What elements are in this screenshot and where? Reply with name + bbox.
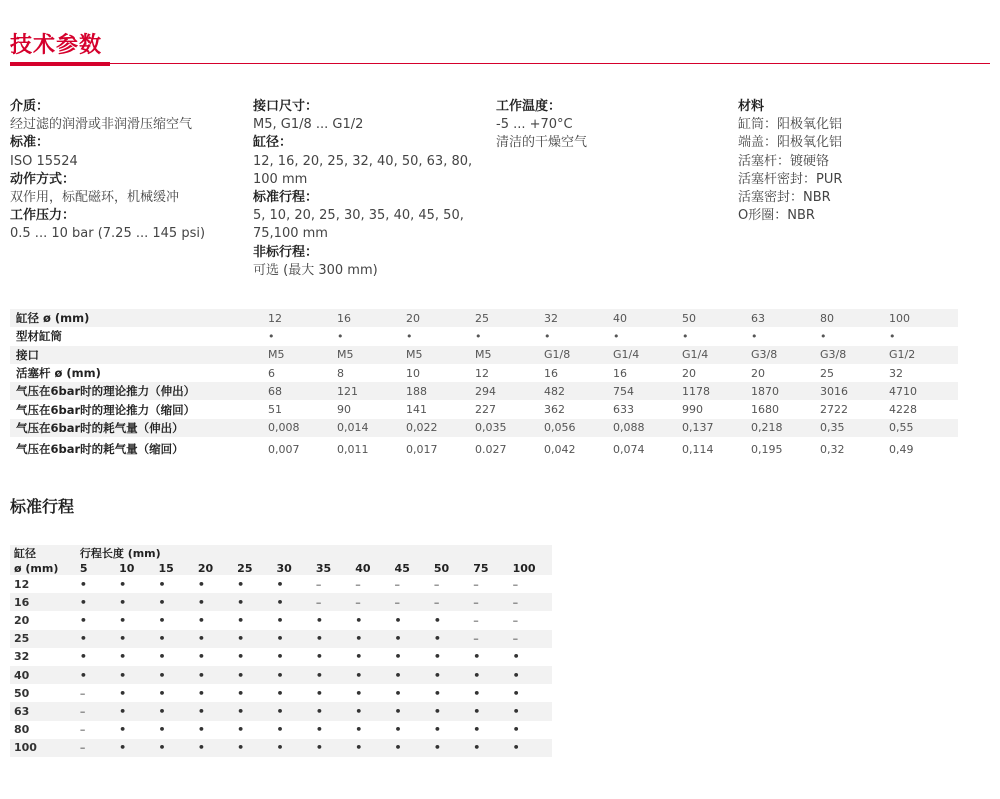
spec-value: O形圈：NBR — [738, 208, 815, 224]
availability-cell: • — [315, 704, 323, 718]
availability-cell: • — [513, 648, 552, 666]
availability-cell: • — [315, 668, 323, 682]
table-cell: 16 — [337, 309, 406, 327]
spec-column-4 — [738, 98, 968, 225]
availability-cell: • — [80, 648, 119, 666]
stroke-length-header: 行程长度 (mm) — [79, 547, 161, 560]
table-cell: 0,007 — [268, 437, 337, 461]
availability-cell: • — [237, 684, 276, 702]
availability-cell: • — [158, 595, 166, 609]
availability-cell: • — [355, 684, 394, 702]
availability-cell: • — [119, 668, 127, 682]
table-cell: 63 — [751, 309, 820, 327]
availability-cell: • — [197, 741, 205, 755]
availability-cell: • — [473, 668, 481, 682]
availability-cell: • — [158, 611, 197, 629]
stroke-table-row — [10, 630, 552, 648]
availability-cell: – — [355, 575, 394, 593]
availability-cell: • — [198, 611, 237, 629]
spec-value: 可选 (最大 300 mm) — [253, 262, 378, 278]
spec-value: ISO 15524 — [10, 153, 78, 169]
availability-cell: • — [434, 684, 473, 702]
table-cell: 3016 — [820, 382, 889, 400]
stroke-header-cell: 15 — [158, 561, 174, 575]
spec-table-row — [10, 327, 958, 345]
table-cell: • — [406, 327, 475, 345]
availability-cell: – — [316, 575, 355, 593]
availability-cell: – — [394, 595, 401, 609]
availability-cell: • — [433, 704, 441, 718]
table-cell: G1/4 — [613, 346, 682, 364]
table-cell: 0,195 — [751, 437, 820, 461]
availability-cell: • — [316, 611, 355, 629]
availability-cell: • — [395, 721, 434, 739]
availability-cell: • — [315, 632, 323, 646]
table-cell: 16 — [613, 364, 682, 382]
availability-cell: • — [434, 721, 473, 739]
availability-cell: • — [158, 684, 197, 702]
availability-cell: • — [355, 721, 394, 739]
availability-cell: • — [119, 704, 127, 718]
availability-cell: • — [80, 611, 119, 629]
availability-cell: • — [119, 648, 158, 666]
availability-cell: – — [79, 704, 86, 718]
spec-value: 0.5 ... 10 bar (7.25 ... 145 psi) — [10, 226, 206, 242]
title-divider — [10, 63, 990, 64]
spec-column-1 — [10, 98, 240, 244]
stroke-header-cell: 30 — [276, 561, 292, 575]
availability-cell: • — [237, 668, 245, 682]
table-cell: 1178 — [682, 382, 751, 400]
spec-label: 标准： — [10, 135, 50, 151]
spec-value: 活塞杆密封：PUR — [738, 171, 843, 187]
availability-cell: • — [277, 684, 316, 702]
availability-cell: • — [433, 632, 441, 646]
availability-cell: • — [433, 668, 441, 682]
table-cell: 0,137 — [682, 419, 751, 437]
stroke-table-row — [10, 666, 552, 684]
table-cell: 0,218 — [751, 419, 820, 437]
table-cell: 51 — [268, 400, 337, 418]
table-cell: M5 — [475, 346, 544, 364]
availability-cell: – — [315, 595, 322, 609]
table-cell: 0,55 — [889, 419, 958, 437]
availability-cell: • — [197, 632, 205, 646]
availability-cell: • — [355, 648, 394, 666]
availability-cell: • — [395, 611, 434, 629]
table-cell: 2722 — [820, 400, 889, 418]
availability-cell: • — [355, 741, 363, 755]
bore-cell: 80 — [10, 721, 80, 739]
bore-unit-header: ø (mm) — [14, 561, 59, 575]
availability-cell: – — [473, 611, 512, 629]
availability-cell: – — [355, 595, 361, 609]
availability-cell: • — [198, 648, 237, 666]
availability-cell: • — [276, 704, 284, 718]
availability-cell: • — [513, 721, 552, 739]
availability-cell: • — [158, 632, 166, 646]
table-cell: • — [820, 327, 889, 345]
stroke-table-header-row-1 — [10, 545, 552, 561]
table-cell: • — [613, 327, 682, 345]
table-cell: 32 — [889, 364, 958, 382]
availability-cell: • — [512, 741, 520, 755]
availability-cell: • — [394, 741, 402, 755]
spec-table-row — [10, 382, 958, 400]
stroke-table-row — [10, 648, 552, 666]
stroke-header-cell: 50 — [433, 561, 450, 575]
bore-cell: 12 — [10, 575, 80, 593]
spec-table-row — [10, 309, 958, 327]
stroke-header-cell: 35 — [315, 561, 332, 575]
stroke-table-row — [10, 702, 552, 720]
spec-value: 经过滤的润滑或非润滑压缩空气 — [10, 117, 193, 133]
row-label: 气压在6bar时的耗气量（伸出） — [10, 419, 268, 437]
table-cell: 68 — [268, 382, 337, 400]
spec-label: 材料 — [738, 99, 765, 114]
availability-cell: • — [119, 721, 158, 739]
table-cell: 20 — [682, 364, 751, 382]
availability-cell: – — [512, 595, 519, 609]
row-label: 接口 — [10, 346, 268, 364]
table-cell: 12 — [268, 309, 337, 327]
availability-cell: – — [512, 632, 519, 646]
stroke-header-cell: 5 — [79, 561, 88, 575]
availability-cell: – — [395, 575, 434, 593]
bore-cell: 16 — [14, 595, 30, 609]
availability-cell: – — [513, 611, 552, 629]
stroke-table-row — [10, 593, 552, 611]
availability-cell: • — [119, 575, 158, 593]
table-cell: 1870 — [751, 382, 820, 400]
availability-cell: • — [197, 595, 205, 609]
availability-cell: • — [276, 668, 284, 682]
table-cell: 482 — [544, 382, 613, 400]
table-cell: 0,008 — [268, 419, 337, 437]
availability-cell: • — [158, 668, 166, 682]
availability-cell: • — [433, 741, 441, 755]
table-cell: 0,035 — [475, 419, 544, 437]
availability-cell: • — [355, 611, 394, 629]
spec-label: 介质： — [10, 99, 50, 114]
table-cell: 32 — [544, 309, 613, 327]
availability-cell: – — [434, 575, 473, 593]
table-cell: 100 — [889, 309, 958, 327]
availability-cell: • — [198, 721, 237, 739]
table-cell: 40 — [613, 309, 682, 327]
spec-label: 接口尺寸： — [253, 99, 319, 114]
row-label: 型材缸筒 — [10, 327, 268, 345]
table-cell: 25 — [820, 364, 889, 382]
title-accent-bar — [10, 62, 110, 66]
spec-value: 双作用，标配磁环，机械缓冲 — [10, 190, 180, 206]
availability-cell: • — [197, 704, 205, 718]
availability-cell: • — [512, 704, 520, 718]
availability-cell: • — [276, 741, 284, 755]
spec-value: 清洁的干燥空气 — [496, 135, 588, 151]
stroke-header-cell: 25 — [237, 561, 253, 575]
stroke-table-row — [10, 684, 552, 702]
table-cell: 6 — [268, 364, 337, 382]
page-title: 技术参数 — [10, 33, 103, 58]
table-cell: 0,32 — [820, 437, 889, 461]
availability-cell: • — [119, 684, 158, 702]
availability-cell: – — [473, 575, 512, 593]
table-cell: 0,014 — [337, 419, 406, 437]
availability-cell: • — [237, 632, 245, 646]
availability-cell: • — [277, 648, 316, 666]
row-label: 气压在6bar时的耗气量（缩回） — [10, 437, 268, 461]
availability-cell: • — [237, 648, 276, 666]
table-cell: • — [268, 327, 337, 345]
row-label: 气压在6bar时的理论推力（伸出） — [10, 382, 268, 400]
table-cell: 0,088 — [613, 419, 682, 437]
spec-table-row — [10, 437, 958, 461]
table-cell: 20 — [751, 364, 820, 382]
table-cell: 4228 — [889, 400, 958, 418]
table-cell: 12 — [475, 364, 544, 382]
availability-cell: • — [473, 684, 512, 702]
spec-value: 12, 16, 20, 25, 32, 40, 50, 63, 80, 100 mm — [253, 153, 473, 187]
availability-cell: • — [80, 575, 119, 593]
availability-cell: • — [237, 595, 245, 609]
table-cell: 0,35 — [820, 419, 889, 437]
table-cell: 25 — [475, 309, 544, 327]
bore-cell: 25 — [14, 632, 30, 646]
table-cell: G1/4 — [682, 346, 751, 364]
availability-cell: • — [315, 741, 323, 755]
table-cell: 121 — [337, 382, 406, 400]
availability-cell: • — [395, 684, 434, 702]
spec-value: 5, 10, 20, 25, 30, 35, 40, 45, 50, 75,100 mm — [253, 208, 464, 242]
availability-cell: • — [198, 575, 237, 593]
spec-label: 缸径： — [253, 135, 293, 151]
spec-column-3 — [496, 98, 726, 153]
bore-cell: 50 — [10, 684, 80, 702]
spec-label: 工作压力： — [10, 208, 76, 224]
availability-cell: • — [395, 648, 434, 666]
table-cell: 633 — [613, 400, 682, 418]
table-cell: • — [337, 327, 406, 345]
availability-cell: • — [473, 721, 512, 739]
table-cell: 80 — [820, 309, 889, 327]
stroke-table-row — [10, 611, 552, 629]
table-cell: • — [751, 327, 820, 345]
availability-cell: – — [513, 575, 552, 593]
availability-cell: • — [158, 648, 197, 666]
row-label: 缸径 ø (mm) — [10, 309, 268, 327]
table-cell: • — [544, 327, 613, 345]
availability-cell: • — [473, 648, 512, 666]
table-cell: 0,056 — [544, 419, 613, 437]
bore-cell: 20 — [10, 611, 80, 629]
table-cell: M5 — [406, 346, 475, 364]
spec-table-row — [10, 346, 958, 364]
table-cell: 50 — [682, 309, 751, 327]
table-cell: 754 — [613, 382, 682, 400]
availability-cell: • — [237, 721, 276, 739]
bore-cell: 40 — [14, 668, 30, 682]
availability-cell: • — [512, 668, 520, 682]
availability-cell: • — [277, 611, 316, 629]
table-cell: 16 — [544, 364, 613, 382]
table-cell: 20 — [406, 309, 475, 327]
table-cell: 362 — [544, 400, 613, 418]
row-label: 气压在6bar时的理论推力（缩回） — [10, 400, 268, 418]
table-cell: G3/8 — [820, 346, 889, 364]
stroke-table — [10, 545, 552, 757]
availability-cell: • — [119, 741, 127, 755]
row-label: 活塞杆 ø (mm) — [10, 364, 268, 382]
stroke-header-cell: 75 — [473, 561, 489, 575]
bore-cell: 63 — [14, 704, 30, 718]
table-cell: 0,017 — [406, 437, 475, 461]
availability-cell: – — [80, 684, 119, 702]
table-cell: 188 — [406, 382, 475, 400]
stroke-header-cell: 20 — [197, 561, 214, 575]
bore-header: 缸径 — [14, 547, 36, 560]
availability-cell: • — [119, 595, 127, 609]
availability-cell: • — [316, 721, 355, 739]
availability-cell: • — [119, 632, 127, 646]
stroke-table-row — [10, 721, 552, 739]
spec-value: M5, G1/8 ... G1/2 — [253, 117, 364, 133]
spec-table-row — [10, 364, 958, 382]
availability-cell: • — [197, 668, 205, 682]
availability-cell: • — [316, 684, 355, 702]
availability-cell: • — [473, 704, 481, 718]
stroke-header-cell: 10 — [119, 561, 135, 575]
spec-value: -5 ... +70°C — [496, 117, 573, 133]
table-cell: G3/8 — [751, 346, 820, 364]
spec-table-row — [10, 400, 958, 418]
spec-value: 活塞杆：镀硬铬 — [738, 153, 830, 169]
section-title-standard-stroke: 标准行程 — [10, 497, 75, 516]
table-cell: 0,49 — [889, 437, 958, 461]
table-cell: 141 — [406, 400, 475, 418]
availability-cell: • — [277, 721, 316, 739]
availability-cell: • — [158, 741, 166, 755]
stroke-header-cell: 100 — [512, 561, 536, 575]
availability-cell: • — [316, 648, 355, 666]
availability-cell: • — [119, 611, 158, 629]
availability-cell: – — [79, 741, 86, 755]
spec-label: 工作温度： — [496, 99, 562, 114]
spec-label: 动作方式： — [10, 171, 76, 187]
availability-cell: • — [434, 611, 473, 629]
availability-cell: • — [394, 632, 402, 646]
availability-cell: • — [237, 704, 245, 718]
availability-cell: • — [276, 632, 284, 646]
table-cell: 0,074 — [613, 437, 682, 461]
table-cell: 4710 — [889, 382, 958, 400]
table-cell: G1/2 — [889, 346, 958, 364]
availability-cell: • — [158, 704, 166, 718]
table-cell: • — [889, 327, 958, 345]
table-cell: 227 — [475, 400, 544, 418]
availability-cell: • — [79, 632, 87, 646]
availability-cell: – — [433, 595, 440, 609]
spec-value: 缸筒：阳极氧化铝 — [738, 117, 843, 133]
availability-cell: – — [473, 632, 479, 646]
availability-cell: • — [513, 684, 552, 702]
spec-column-2 — [253, 98, 473, 280]
availability-cell: • — [276, 595, 284, 609]
table-cell: 0,022 — [406, 419, 475, 437]
table-cell: 0,042 — [544, 437, 613, 461]
spec-label: 标准行程： — [253, 190, 319, 206]
stroke-table-header-row-2 — [10, 561, 552, 575]
bore-cell: 100 — [14, 741, 37, 755]
availability-cell: • — [79, 595, 87, 609]
availability-cell: • — [237, 611, 276, 629]
table-cell: 10 — [406, 364, 475, 382]
table-cell: M5 — [337, 346, 406, 364]
availability-cell: • — [355, 704, 363, 718]
availability-cell: • — [158, 721, 197, 739]
availability-cell: • — [79, 668, 87, 682]
availability-cell: – — [80, 721, 119, 739]
table-cell: • — [682, 327, 751, 345]
spec-value: 活塞密封：NBR — [738, 190, 831, 206]
table-cell: 0,114 — [682, 437, 751, 461]
spec-table-row — [10, 419, 958, 437]
availability-cell: • — [198, 684, 237, 702]
availability-cell: – — [473, 595, 479, 609]
table-cell: G1/8 — [544, 346, 613, 364]
availability-cell: • — [355, 632, 363, 646]
stroke-table-row — [10, 739, 552, 757]
table-cell: 294 — [475, 382, 544, 400]
table-cell: M5 — [268, 346, 337, 364]
availability-cell: • — [394, 704, 402, 718]
availability-cell: • — [158, 575, 197, 593]
availability-cell: • — [277, 575, 316, 593]
table-cell: 0.027 — [475, 437, 544, 461]
stroke-header-cell: 45 — [394, 561, 410, 575]
availability-cell: • — [473, 741, 481, 755]
availability-cell: • — [237, 741, 245, 755]
availability-cell: • — [394, 668, 402, 682]
stroke-table-row — [10, 575, 552, 593]
table-cell: • — [475, 327, 544, 345]
availability-cell: • — [355, 668, 363, 682]
table-cell: 8 — [337, 364, 406, 382]
availability-cell: • — [237, 575, 276, 593]
table-cell: 0,011 — [337, 437, 406, 461]
spec-label: 非标行程： — [253, 244, 319, 260]
table-cell: 90 — [337, 400, 406, 418]
table-cell: 1680 — [751, 400, 820, 418]
stroke-header-cell: 40 — [355, 561, 371, 575]
bore-cell: 32 — [10, 648, 80, 666]
availability-cell: • — [434, 648, 473, 666]
spec-table — [10, 309, 958, 461]
table-cell: 990 — [682, 400, 751, 418]
spec-value: 端盖：阳极氧化铝 — [738, 135, 843, 151]
